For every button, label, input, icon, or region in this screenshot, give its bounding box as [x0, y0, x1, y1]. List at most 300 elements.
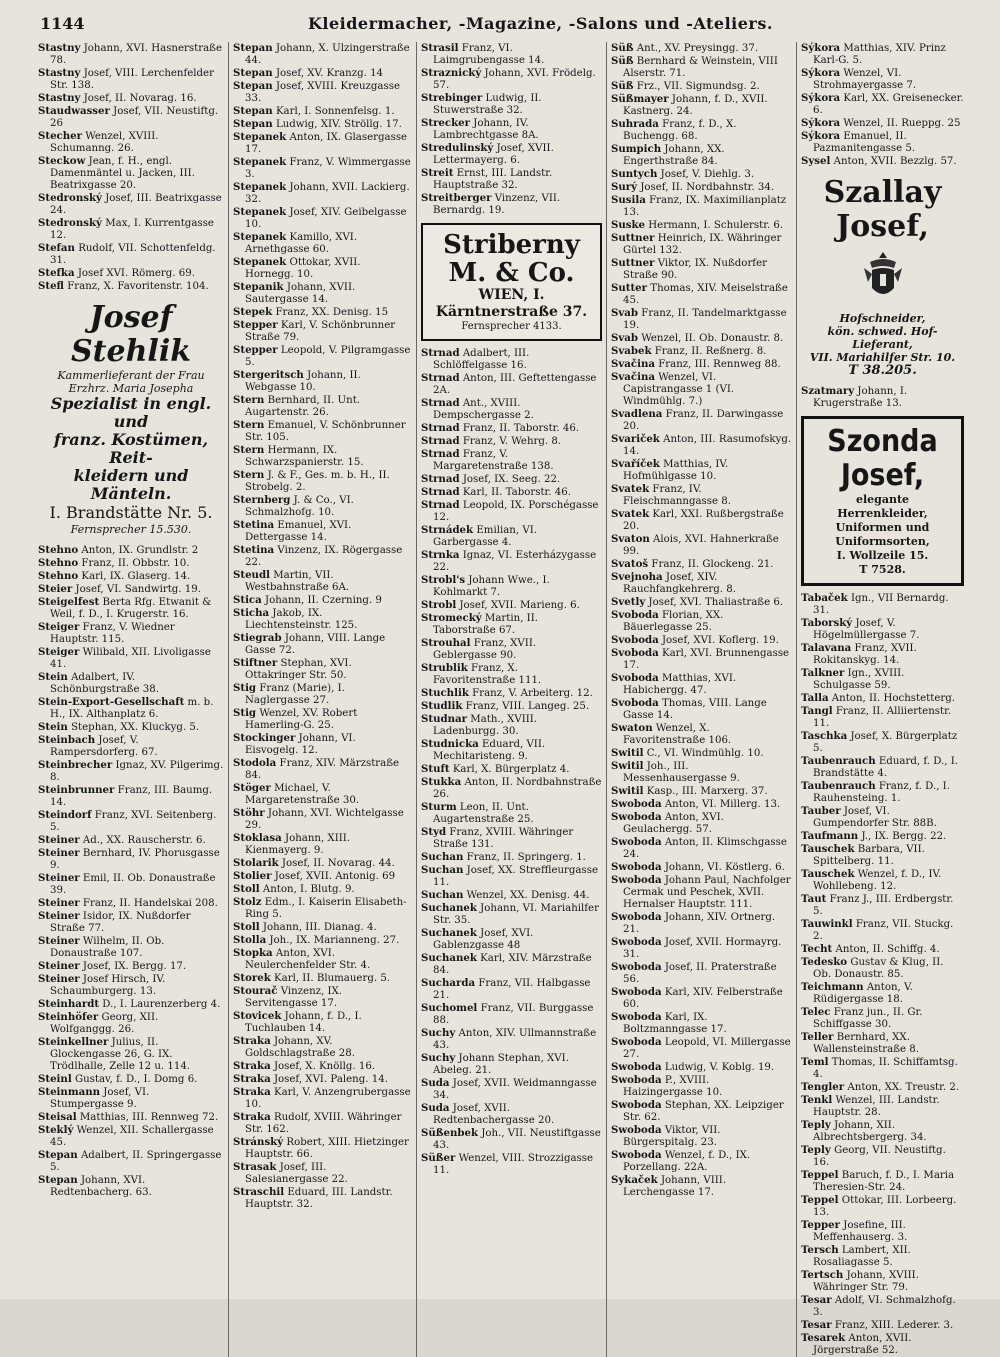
entry-name: Tangl	[801, 705, 833, 717]
entry-name: Steinl	[38, 1073, 72, 1085]
entry-details: Joh., VII. Neustiftgasse 43.	[433, 1128, 601, 1151]
ad-line: VII. Mariahilfer Str. 10.	[809, 351, 956, 364]
directory-entry	[801, 943, 964, 956]
entry-name: Suttner	[611, 257, 655, 269]
entry-name: Strnádek	[421, 524, 474, 536]
entry-name: Strobl	[421, 599, 457, 611]
ad-line: franz. Kostümen, Reit-	[53, 430, 209, 467]
directory-entry	[38, 834, 224, 847]
entry-details: Anton, III. Geftettengasse 2A.	[433, 373, 597, 396]
directory-entry	[801, 130, 964, 155]
directory-entry	[421, 92, 602, 117]
entry-details: Georg, VII. Neustiftg. 16.	[813, 1145, 946, 1168]
entry-name: Swoboda	[611, 911, 662, 923]
entry-name: Tauber	[801, 805, 841, 817]
entry-details: Rudolf, VII. Schottenfeldg. 31.	[50, 243, 216, 266]
entry-name: Strnad	[421, 473, 460, 485]
directory-entry	[233, 67, 412, 80]
entry-name: Svoboda	[611, 647, 659, 659]
entry-name: Strnka	[421, 549, 460, 561]
entry-details: Berta Rfg. Etwanit & Weil, f. D., I. Krugerstr. 16.	[50, 597, 212, 620]
entry-name: Stromecký	[421, 612, 482, 624]
entry-name: Stiegrab	[233, 632, 282, 644]
column-1	[38, 42, 228, 1357]
entry-name: Surý	[611, 181, 638, 193]
entry-name: Stepan	[38, 1174, 78, 1186]
directory-entry	[421, 952, 602, 977]
entry-details: Johann, VIII. Lerchengasse 17.	[623, 1175, 727, 1198]
entry-details: Josef, XVI. Gablenzgasse 48	[433, 928, 534, 951]
entry-name: Sýkora	[801, 117, 841, 129]
entry-details: Anton, II. Klimschgasse 24.	[623, 837, 787, 860]
entry-details: Thomas, VIII. Lange Gasse 14.	[623, 698, 767, 721]
entry-details: Anton, VI. Millerg. 13.	[664, 799, 781, 810]
ad-phone: T 7528.	[859, 563, 906, 576]
entry-details: Karl, II. Blumauerg. 5.	[274, 973, 391, 984]
entry-details: Karl, XIV. Märzstraße 84.	[433, 953, 592, 976]
column-4	[606, 42, 796, 1357]
entry-name: Tedesko	[801, 956, 848, 968]
entry-name: Streitberger	[421, 192, 492, 204]
entry-name: Talavana	[801, 642, 852, 654]
entry-name: Steckow	[38, 155, 86, 167]
entry-name: Svačina	[611, 371, 655, 383]
directory-entry	[38, 621, 224, 646]
directory-entry	[233, 394, 412, 419]
entry-details: Ludwig, XIV. Ströllg. 17.	[275, 119, 402, 130]
directory-entry	[421, 700, 602, 713]
directory-entry	[421, 776, 602, 801]
entry-name: Swoboda	[611, 1061, 662, 1073]
entry-details: Emanuel, XVI. Dettergasse 14.	[245, 520, 352, 543]
directory-entry	[611, 371, 792, 408]
entry-name: Straschil	[233, 1186, 285, 1198]
entry-details: Josef, XVII. Weidmanngasse 34.	[433, 1078, 597, 1101]
directory-entry	[38, 721, 224, 734]
ad-address: I. Brandstätte Nr. 5.	[49, 503, 213, 522]
directory-entry	[421, 1102, 602, 1127]
entry-name: Stergeritsch	[233, 369, 304, 381]
entry-name: Stolarik	[233, 857, 279, 869]
directory-entry	[233, 682, 412, 707]
entry-name: Süß	[611, 80, 634, 92]
directory-entry	[233, 1161, 412, 1186]
entry-name: Steinhöfer	[38, 1011, 99, 1023]
entry-details: Josef, II. Praterstraße 56.	[623, 962, 777, 985]
entry-name: Svoboda	[611, 634, 659, 646]
entry-name: Stastny	[38, 67, 81, 79]
directory-entry	[611, 672, 792, 697]
directory-entry	[38, 557, 224, 570]
directory-entry	[38, 646, 224, 671]
entry-details: Franz, VII. Stuckg. 2.	[813, 919, 954, 942]
entry-name: Stepanek	[233, 131, 287, 143]
entry-name: Teller	[801, 1031, 834, 1043]
entry-details: Viktor, VII. Bürgerspitalg. 23.	[623, 1125, 721, 1148]
directory-entry	[38, 42, 224, 67]
entry-details: J. & Co., VI. Schmalzhofg. 10.	[245, 495, 354, 518]
directory-entry	[38, 92, 224, 105]
entry-details: Johann, XX. Engerthstraße 84.	[623, 144, 725, 167]
entry-details: Anton, II. Schiffg. 4.	[835, 944, 940, 955]
entry-name: Svatek	[611, 483, 650, 495]
directory-entry	[421, 1052, 602, 1077]
entry-details: Johann, XVI. Frödelg. 57.	[433, 68, 596, 91]
entry-details: Franz, XVII. Geblergasse 90.	[433, 638, 537, 661]
entry-details: Ant., XVIII. Dempschergasse 2.	[433, 398, 534, 421]
entry-details: Hermann, IX. Schwarzspanierstr. 15.	[245, 445, 364, 468]
directory-entry	[38, 1149, 224, 1174]
directory-entry	[611, 483, 792, 508]
entry-name: Stoklasa	[233, 832, 282, 844]
entry-details: Karl, XVI. Brunnengasse 17.	[623, 648, 790, 671]
entry-details: Anton, V. Rüdigergasse 18.	[813, 982, 913, 1005]
entry-name: Stepek	[233, 306, 273, 318]
entry-name: Taufmann	[801, 830, 859, 842]
entry-details: Franz, II. Reßnerg. 8.	[654, 346, 767, 357]
entry-name: Süß	[611, 55, 634, 67]
entry-details: Adalbert, IV. Schönburgstraße 38.	[50, 672, 159, 695]
entry-name: Techt	[801, 943, 833, 955]
directory-entry	[801, 1219, 964, 1244]
directory-entry	[611, 961, 792, 986]
directory-entry	[801, 1094, 964, 1119]
entry-details: Leopold, V. Pilgramgasse 5.	[245, 345, 411, 368]
entry-name: Styd	[421, 826, 447, 838]
ad-line: elegante Herrenkleider,	[837, 493, 928, 520]
directory-entry	[421, 473, 602, 486]
directory-entry	[611, 986, 792, 1011]
entry-details: Emanuel, II. Pazmanitengasse 5.	[813, 131, 916, 154]
entry-name: Svab	[611, 332, 639, 344]
ad-striberny	[421, 223, 602, 341]
entry-details: Franz, II. Alliiertenstr. 11.	[813, 706, 952, 729]
entry-name: Suda	[421, 1102, 450, 1114]
directory-entry	[611, 558, 792, 571]
directory-entry	[421, 889, 602, 902]
entry-details: Johann, VI. Köstlerg. 6.	[664, 862, 785, 873]
directory-entry	[38, 910, 224, 935]
entry-details: Isidor, IX. Nußdorfer Straße 77.	[50, 911, 191, 934]
entry-name: Steiner	[38, 973, 80, 985]
entry-details: Franz, II. Obbstr. 10.	[81, 558, 190, 569]
entry-name: Strecker	[421, 117, 471, 129]
entry-details: Frz., VII. Sigmundsg. 2.	[636, 81, 760, 92]
ad-line: Kammerlieferant der Frau	[57, 369, 205, 382]
entry-name: Sturm	[421, 801, 457, 813]
entry-name: Stolla	[233, 934, 267, 946]
entry-name: Suda	[421, 1077, 450, 1089]
entry-details: Jakob, IX. Liechtensteinstr. 125.	[245, 608, 358, 631]
entry-name: Sýkora	[801, 67, 841, 79]
entry-details: Karl, V. Anzengrubergasse 10.	[245, 1087, 411, 1110]
directory-entry	[233, 782, 412, 807]
entry-name: Stern	[233, 419, 265, 431]
directory-entry	[801, 1332, 964, 1357]
directory-entry	[233, 757, 412, 782]
directory-entry	[233, 344, 412, 369]
entry-name: Stockinger	[233, 732, 296, 744]
directory-entry	[38, 280, 224, 293]
entry-name: Stiftner	[233, 657, 278, 669]
entry-name: Swoboda	[611, 811, 662, 823]
directory-entry	[38, 696, 224, 721]
entry-details: Josef XVI. Römerg. 69.	[77, 268, 195, 279]
directory-entry	[421, 448, 602, 473]
directory-entry	[421, 662, 602, 687]
entry-details: Johann, XVI. Redtenbacherg. 63.	[50, 1175, 152, 1198]
entry-details: Franz, II. Darwingasse 20.	[623, 409, 784, 432]
entry-name: Swoboda	[611, 936, 662, 948]
entry-name: Svab	[611, 307, 639, 319]
directory-entry	[611, 1124, 792, 1149]
entry-details: Ottokar, XVII. Hornegg. 10.	[245, 257, 361, 280]
directory-entry	[38, 872, 224, 897]
entry-details: Franz, XVII. Rokitanskyg. 14.	[813, 643, 917, 666]
entry-name: Stepan	[233, 80, 273, 92]
directory-entry	[801, 692, 964, 705]
entry-name: Svoboda	[611, 697, 659, 709]
entry-details: Josef, XX. Streffleurgasse 11.	[433, 865, 598, 888]
directory-entry	[611, 1011, 792, 1036]
directory-entry	[611, 609, 792, 634]
entry-name: Steindorf	[38, 809, 92, 821]
entry-details: Ign., XVIII. Schulgasse 59.	[813, 668, 905, 691]
entry-name: Teply	[801, 1119, 831, 1131]
entry-details: Josef, V. Högelmüllergasse 7.	[813, 618, 920, 641]
entry-details: Wenzel, X. Favoritenstraße 106.	[623, 723, 732, 746]
directory-entry	[611, 1061, 792, 1074]
entry-name: Stein	[38, 671, 68, 683]
entry-name: Suchomel	[421, 1002, 478, 1014]
entry-details: Ign., VII Bernardg. 31.	[813, 593, 949, 616]
entry-name: Straka	[233, 1111, 271, 1123]
entry-details: Wenzel, II. Rueppg. 25	[843, 118, 961, 129]
entry-details: Karl, I. Sonnenfelsg. 1.	[275, 106, 395, 117]
directory-entry	[38, 155, 224, 192]
entry-details: Josef, XVII. Marieng. 6.	[459, 600, 580, 611]
entry-details: Gustav, f. D., I. Domg 6.	[74, 1074, 198, 1085]
entry-name: Stefka	[38, 267, 75, 279]
ad-line: Hofschneider,	[839, 312, 926, 325]
entry-name: Stepan	[233, 67, 273, 79]
directory-entry	[233, 1060, 412, 1073]
directory-entry	[233, 469, 412, 494]
directory-entry	[233, 369, 412, 394]
entry-name: Tertsch	[801, 1269, 844, 1281]
entry-details: Stephan, XX. Leipziger Str. 62.	[623, 1100, 784, 1123]
directory-entry	[801, 1244, 964, 1269]
entry-details: Wilibald, XII. Livoligasse 41.	[50, 647, 211, 670]
entry-name: Suchan	[421, 864, 464, 876]
entry-details: Heinrich, IX. Währinger Gürtel 132.	[623, 233, 782, 256]
entry-name: Suntych	[611, 168, 658, 180]
entry-details: Barbara, VII. Spittelberg. 11.	[813, 844, 925, 867]
directory-entry	[233, 1136, 412, 1161]
directory-entry	[611, 433, 792, 458]
directory-entry	[233, 206, 412, 231]
entry-details: Wenzel, VIII. Strozzigasse 11.	[433, 1153, 594, 1176]
directory-entry	[421, 687, 602, 700]
entry-details: Wenzel, XX. Denisg. 44.	[466, 890, 590, 901]
entry-details: Wenzel, XVIII. Schumanng. 26.	[50, 131, 159, 154]
entry-details: Wenzel, II. Ob. Donaustr. 8.	[641, 333, 784, 344]
entry-details: Franz, IV. Fleischmanngasse 8.	[623, 484, 732, 507]
entry-name: Stastny	[38, 42, 81, 54]
directory-entry	[801, 1319, 964, 1332]
entry-details: Franz, III. Baumg. 14.	[50, 785, 213, 808]
entry-details: Franz, XX. Denisg. 15	[275, 307, 389, 318]
directory-entry	[233, 947, 412, 972]
entry-details: Georg, XII. Wolfganggg. 26.	[50, 1012, 159, 1035]
entry-details: Franz, VII. Burggasse 88.	[433, 1003, 594, 1026]
directory-entry	[233, 883, 412, 896]
entry-name: Swoboda	[611, 961, 662, 973]
directory-entry	[421, 1127, 602, 1152]
entry-name: Swaton	[611, 722, 653, 734]
directory-entry	[421, 826, 602, 851]
directory-entry	[421, 499, 602, 524]
entry-name: Strnad	[421, 397, 460, 409]
entry-details: Josef, XIV. Rauchfangkehrerg. 8.	[623, 572, 736, 595]
directory-entry	[801, 1269, 964, 1294]
entry-details: Josef, XVI. Thaliastraße 6.	[648, 597, 784, 608]
entry-details: Josef, VI. Gumpendorfer Str. 88B.	[813, 806, 937, 829]
ad-name: Szallay Josef,	[823, 175, 942, 244]
entry-name: Strnad	[421, 499, 460, 511]
entry-details: Bernhard, II. Unt. Augartenstr. 26.	[245, 395, 361, 418]
directory-entry	[801, 981, 964, 1006]
directory-entry	[611, 836, 792, 861]
directory-entry	[233, 972, 412, 985]
directory-entry	[233, 319, 412, 344]
entry-details: Eduard, f. D., I. Brandstätte 4.	[813, 756, 958, 779]
directory-entry	[801, 1006, 964, 1031]
entry-name: Strnad	[421, 448, 460, 460]
entry-name: Stolier	[233, 870, 272, 882]
entry-name: Stein-Export-Gesellschaft	[38, 696, 185, 708]
entry-details: Vinzenz, IX. Rögergasse 22.	[245, 545, 403, 568]
directory-entry	[421, 1152, 602, 1177]
entry-name: Suchanek	[421, 952, 477, 964]
entry-details: Gustav & Klug, II. Ob. Donaustr. 85.	[813, 957, 944, 980]
directory-entry	[611, 118, 792, 143]
entry-name: Szatmary	[801, 385, 855, 397]
entry-name: Steiner	[38, 872, 80, 884]
directory-entry	[421, 1027, 602, 1052]
directory-entry	[233, 105, 412, 118]
entry-name: Suchy	[421, 1027, 456, 1039]
entry-name: Stuchlik	[421, 687, 469, 699]
entry-name: Tengler	[801, 1081, 845, 1093]
ad-line: kön. schwed. Hof-Lieferant,	[827, 325, 938, 351]
directory-entry	[421, 977, 602, 1002]
entry-details: Bernhard, IV. Phorusgasse 9.	[50, 848, 220, 871]
entry-name: Strobl's	[421, 574, 466, 586]
ad-line: Spezialist in engl. und	[50, 394, 212, 431]
entry-name: Tauschek	[801, 868, 855, 880]
directory-entry	[233, 832, 412, 857]
directory-entry	[233, 156, 412, 181]
directory-entry	[421, 422, 602, 435]
entry-name: Strublik	[421, 662, 468, 674]
entry-details: Josef, V. Rampersdorferg. 67.	[50, 735, 158, 758]
directory-entry	[611, 1174, 792, 1199]
directory-entry	[233, 281, 412, 306]
entry-name: Strnad	[421, 486, 460, 498]
entry-details: Johann, X. Ulzingerstraße 44.	[245, 43, 410, 66]
entry-name: Stepan	[233, 42, 273, 54]
directory-entry	[611, 1074, 792, 1099]
directory-entry	[233, 1086, 412, 1111]
entry-details: Baruch, f. D., I. Maria Theresien-Str. 24.	[813, 1170, 955, 1193]
entry-name: Stehno	[38, 570, 79, 582]
directory-entry	[421, 486, 602, 499]
ad-josef-stehlik	[38, 301, 224, 536]
directory-entry	[233, 181, 412, 206]
directory-entry	[233, 657, 412, 682]
entry-details: Wenzel, VI. Strohmayergasse 7.	[813, 68, 917, 91]
entry-details: Lambert, XII. Rosaliagasse 5.	[813, 1245, 911, 1268]
directory-entry	[233, 419, 412, 444]
directory-entry	[38, 67, 224, 92]
directory-entry	[801, 843, 964, 868]
ad-street: Kärntnerstraße 37.	[435, 304, 588, 320]
directory-entry	[421, 864, 602, 889]
directory-entry	[38, 1174, 224, 1199]
directory-entry	[611, 55, 792, 80]
entry-details: Josef, VII. Neustiftg. 26	[50, 106, 219, 129]
entry-name: Stepanek	[233, 206, 287, 218]
entry-details: Johann, XIII. Kienmayerg. 9.	[245, 833, 350, 856]
directory-entry	[233, 934, 412, 947]
directory-entry	[801, 805, 964, 830]
entry-details: Karl, V. Schönbrunner Straße 79.	[245, 320, 396, 343]
entry-name: Stoll	[233, 921, 260, 933]
entry-name: Stefan	[38, 242, 75, 254]
entry-name: Steinbrunner	[38, 784, 115, 796]
entry-details: Franz, V. Margaretenstraße 138.	[433, 449, 554, 472]
entry-name: Suchy	[421, 1052, 456, 1064]
entry-details: Josef, VI. Stumpergasse 9.	[50, 1087, 150, 1110]
entry-name: Stig	[233, 682, 257, 694]
entry-details: Josef, X. Knöllg. 16.	[273, 1061, 376, 1072]
entry-name: Steiner	[38, 935, 80, 947]
entry-details: Adalbert, III. Schlöffelgasse 16.	[433, 348, 530, 371]
directory-entry	[611, 936, 792, 961]
directory-entry	[421, 1002, 602, 1027]
directory-entry	[421, 142, 602, 167]
entry-details: Josef, XVI. Koflerg. 19.	[661, 635, 779, 646]
directory-entry	[38, 671, 224, 696]
directory-entry	[611, 282, 792, 307]
entry-details: Franz (Marie), I. Naglergasse 27.	[245, 683, 345, 706]
entry-details: Leopold, IX. Porschégasse 12.	[433, 500, 599, 523]
entry-name: Swoboda	[611, 1036, 662, 1048]
directory-entry	[38, 998, 224, 1011]
entry-name: Swoboda	[611, 1074, 662, 1086]
entry-details: Anton, XVII. Jörgerstraße 52.	[813, 1333, 912, 1356]
entry-details: Stephan, XVI. Ottakringer Str. 50.	[245, 658, 352, 681]
directory-entry	[38, 897, 224, 910]
entry-name: Tabaček	[801, 592, 848, 604]
directory-entry	[801, 918, 964, 943]
entry-details: D., I. Laurenzerberg 4.	[102, 999, 221, 1010]
entry-details: Johann, II. Czerning. 9	[265, 595, 382, 606]
entry-details: Karl, X. Bürgerplatz 4.	[452, 764, 570, 775]
entry-details: Jean, f. H., engl. Damenmäntel u. Jacken, III. Beatrixgasse 20.	[50, 156, 195, 191]
directory-entry	[801, 1169, 964, 1194]
